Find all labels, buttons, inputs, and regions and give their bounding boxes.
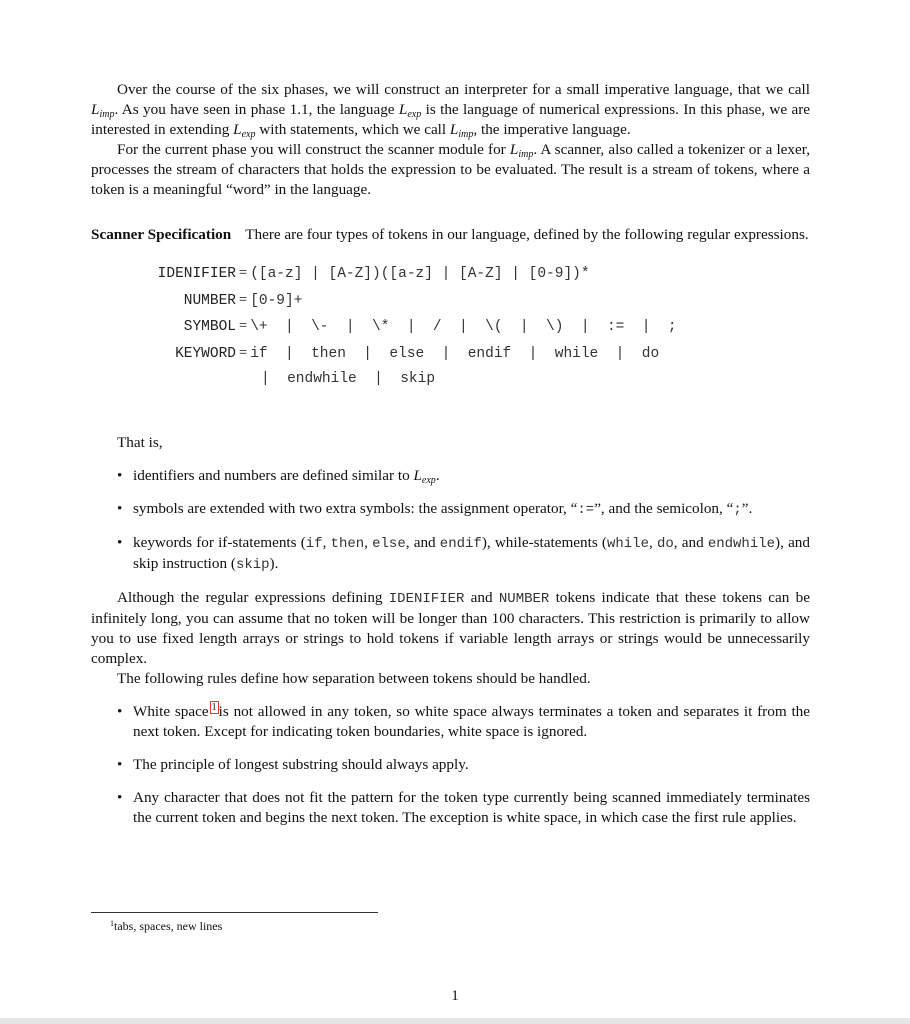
footnote: $^1$tabs, spaces, new lines (110, 919, 223, 933)
intro-paragraph-1: Over the course of the six phases, we will construct an interpreter for a small imperative language, that we call $L_{imp}$. As you have seen in phase 1.1, the language $L_{exp}$ is the language of numerical expressions. In this phase, we are interested in extending $L_{exp}$ with statements, which we call $L_{imp}$, the imperative language. (91, 81, 810, 140)
token-definition-list (91, 466, 810, 575)
bullet-icon: • (117, 788, 123, 806)
footnote-divider (91, 912, 378, 913)
list-item: • White space $^1$ is not allowed in any token, so white space always terminates a token and separates it from the next token. Except for indicating token boundaries, white space is ignored. (117, 701, 810, 740)
intro-paragraph-2: For the current phase you will construct the scanner module for $L_{imp}$. A scanner, also called a tokenizer or a lexer, processes the stream of characters that holds the expression to be evaluated. The result is a stream of tokens, where a token is a meaningful “word” in the language. (91, 141, 810, 198)
token-length-paragraph: Although the regular expressions defining IDENIFIER and NUMBER tokens indicate that these tokens can be infinitely long, you can assume that no token will be longer than 100 characters. This restriction is primarily to allow you to use fixed length arrays or strings to hold tokens if variable length arrays or strings would be unnecessarily complex. (91, 588, 810, 667)
grammar-row-number: NUMBER = [0-9]+ (183, 291, 303, 309)
separation-rules-intro: The following rules define how separation between tokens should be handled. (117, 669, 591, 687)
grammar-row-keyword: KEYWORD = if | then | else | endif | while | do (175, 344, 660, 362)
bullet-icon: • (117, 466, 123, 484)
grammar-row-identifier: IDENIFIER = ([a-z] | [A-Z])([a-z] | [A-Z] | [0-9])* (157, 265, 590, 282)
bullet-icon: • (117, 702, 123, 720)
section-title: Scanner Specification (91, 226, 232, 243)
list-item: • symbols are extended with two extra symbols: the assignment operator, “:=”, and the semicolon, “;”. (117, 499, 753, 518)
l-imp-math: $L_{imp}$ (91, 101, 115, 120)
l-imp-math: $L_{imp}$ (509, 141, 534, 160)
scanner-spec-paragraph: Scanner Specification There are four types of tokens in our language, defined by the following regular expressions. (91, 226, 809, 243)
list-item: • identifiers and numbers are defined similar to $L_{exp}$. (117, 466, 440, 486)
bullet-icon: • (117, 499, 123, 517)
bullet-icon: • (117, 755, 123, 773)
l-exp-math: $L_{exp}$ (233, 121, 256, 140)
list-item: • The principle of longest substring should always apply. (117, 755, 469, 773)
that-is-paragraph: That is, (117, 433, 163, 451)
l-exp-math: $L_{exp}$ (398, 101, 422, 120)
l-imp-math: $L_{imp}$ (449, 121, 474, 140)
page-number: 1 (451, 988, 459, 1004)
separation-rules-list (91, 702, 810, 828)
l-exp-math: $L_{exp}$ (413, 466, 436, 486)
grammar-row-keyword-continued: | endwhile | skip (261, 371, 436, 387)
bullet-icon: • (117, 533, 123, 551)
document-body (91, 80, 810, 828)
list-item: • Any character that does not fit the pattern for the token type currently being scanned immediately terminates the current token and begins the next token. The exception is white space, in which case the first rule applies. (117, 788, 810, 826)
grammar-row-symbol: SYMBOL = \+ | \- | \* | / | \( | \) | := | ; (183, 318, 677, 335)
footnote-link[interactable]: 1 (211, 701, 217, 713)
viewer-bottom-bar (0, 1018, 910, 1024)
list-item: • keywords for if-statements (if, then, else, and endif), while-statements (while, do, and endwhile), and skip instruction (skip). (117, 533, 810, 573)
token-grammar (91, 261, 810, 393)
